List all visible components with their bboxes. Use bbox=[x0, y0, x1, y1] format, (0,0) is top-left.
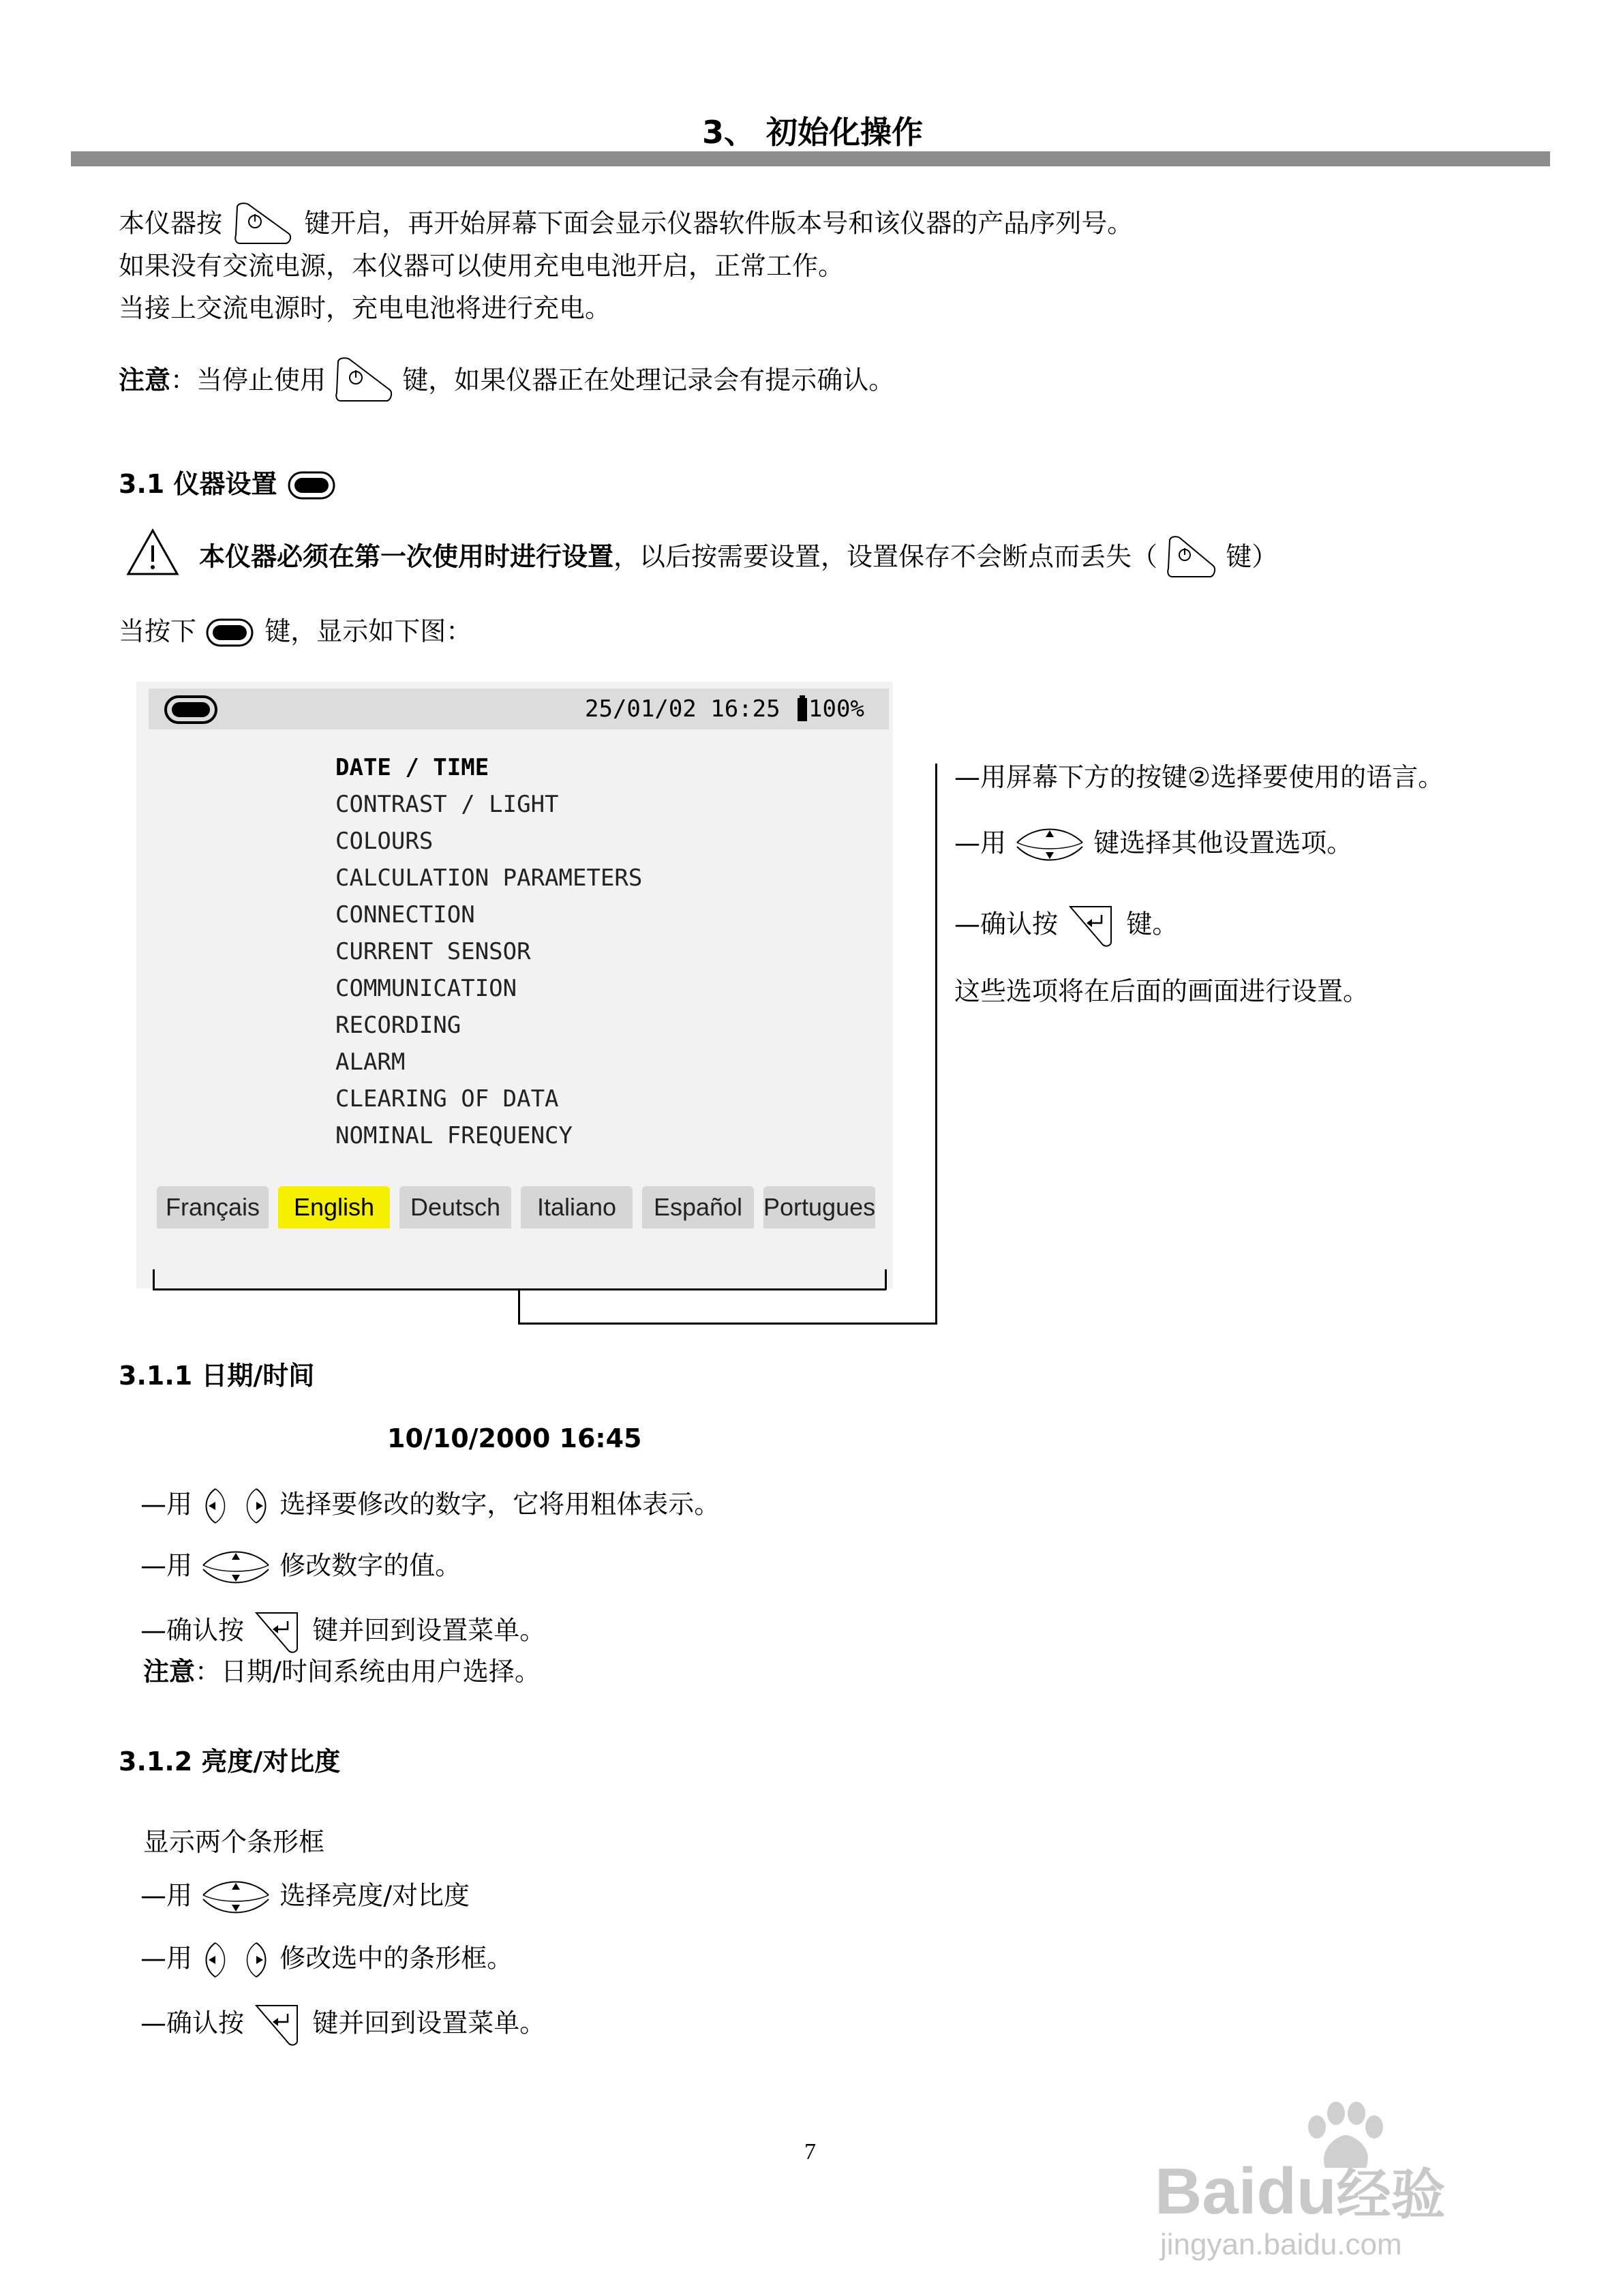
warning-icon bbox=[125, 528, 180, 579]
bracket-left bbox=[153, 1269, 155, 1290]
connector-bottom bbox=[518, 1323, 937, 1325]
lang-tab-deutsch[interactable]: Deutsch bbox=[399, 1186, 511, 1228]
intro-line-1: 本仪器按 键开启，再开始屏幕下面会显示仪器软件版本号和该仪器的产品序列号。 bbox=[119, 201, 1133, 249]
left-right-key-icon bbox=[200, 1937, 271, 1982]
power-key-icon bbox=[1166, 534, 1217, 582]
up-down-key-icon bbox=[200, 1875, 271, 1920]
enter-key-icon bbox=[1066, 901, 1118, 950]
device-setup-screen bbox=[136, 682, 893, 1288]
bracket-stem bbox=[518, 1288, 520, 1324]
side-note-2: —用 键选择其他设置选项。 bbox=[954, 822, 1352, 867]
section-3-1-1-heading: 3.1.1 日期/时间 bbox=[119, 1361, 315, 1391]
lang-tab-francais[interactable]: Français bbox=[157, 1186, 269, 1228]
watermark-brand-2: du bbox=[1256, 2155, 1337, 2228]
battery-level: 100% bbox=[808, 695, 864, 723]
date-note: 注意：日期/时间系统由用户选择。 bbox=[143, 1657, 541, 1687]
lang-tab-italiano[interactable]: Italiano bbox=[521, 1186, 633, 1228]
datetime-example: 10/10/2000 16:45 bbox=[387, 1423, 642, 1453]
contrast-line-0: 显示两个条形框 bbox=[143, 1827, 325, 1857]
enter-key-icon bbox=[252, 1607, 304, 1657]
power-key-icon bbox=[334, 354, 394, 409]
menu-item-calculation-parameters[interactable]: CALCULATION PARAMETERS bbox=[335, 864, 643, 892]
intro-note: 注意：当停止使用 键，如果仪器正在处理记录会有提示确认。 bbox=[119, 354, 894, 409]
lang-tab-espanol[interactable]: Español bbox=[642, 1186, 754, 1228]
contrast-line-2: —用 修改选中的条形框。 bbox=[140, 1937, 513, 1982]
intro-line-2: 如果没有交流电源，本仪器可以使用充电电池开启，正常工作。 bbox=[119, 251, 845, 281]
connector-vertical bbox=[935, 764, 937, 1325]
lang-tab-portugues[interactable]: Portugues bbox=[763, 1186, 875, 1228]
left-right-key-icon bbox=[200, 1483, 271, 1528]
menu-item-communication[interactable]: COMMUNICATION bbox=[335, 975, 517, 1002]
up-down-key-icon bbox=[1014, 822, 1085, 867]
status-bar bbox=[149, 689, 889, 729]
watermark-brand: Bai bbox=[1155, 2155, 1257, 2228]
menu-item-contrast-light[interactable]: CONTRAST / LIGHT bbox=[335, 791, 559, 818]
baidu-watermark bbox=[1155, 2100, 1536, 2263]
watermark-url: jingyan.baidu.com bbox=[1160, 2228, 1402, 2261]
status-datetime: 25/01/02 16:25 bbox=[585, 695, 780, 723]
date-line-2: —用 修改数字的值。 bbox=[140, 1545, 461, 1590]
power-key-icon bbox=[233, 201, 293, 249]
section-3-1-heading: 3.1 仪器设置 bbox=[119, 468, 338, 504]
menu-item-clearing-of-data[interactable]: CLEARING OF DATA bbox=[335, 1085, 559, 1113]
menu-item-date-time[interactable]: DATE / TIME bbox=[335, 754, 489, 781]
menu-item-current-sensor[interactable]: CURRENT SENSOR bbox=[335, 938, 531, 965]
contrast-line-1: —用 选择亮度/对比度 bbox=[140, 1875, 470, 1920]
side-note-3: —确认按 键。 bbox=[954, 901, 1178, 950]
up-down-key-icon bbox=[200, 1545, 271, 1590]
menu-item-nominal-frequency[interactable]: NOMINAL FREQUENCY bbox=[335, 1122, 573, 1149]
page-title: 3、 初始化操作 bbox=[702, 114, 924, 151]
intro-line-3: 当接上交流电源时，充电电池将进行充电。 bbox=[119, 293, 611, 323]
menu-item-connection[interactable]: CONNECTION bbox=[335, 901, 475, 928]
side-note-4: 这些选项将在后面的画面进行设置。 bbox=[954, 976, 1369, 1006]
setup-mode-icon bbox=[164, 694, 219, 725]
page-number: 7 bbox=[804, 2139, 816, 2164]
language-bar bbox=[157, 1186, 886, 1230]
bracket-right bbox=[885, 1269, 887, 1290]
lang-tab-english[interactable]: English bbox=[278, 1186, 390, 1228]
menu-item-recording[interactable]: RECORDING bbox=[335, 1012, 461, 1039]
setup-key-icon bbox=[204, 616, 256, 651]
section-3-1-2-heading: 3.1.2 亮度/对比度 bbox=[119, 1747, 341, 1777]
side-note-1: —用屏幕下方的按键②选择要使用的语言。 bbox=[954, 762, 1444, 792]
menu-item-colours[interactable]: COLOURS bbox=[335, 828, 434, 855]
battery-icon bbox=[795, 695, 808, 723]
date-line-3: —确认按 键并回到设置菜单。 bbox=[140, 1607, 545, 1657]
note-label: 注意 bbox=[119, 365, 171, 395]
header-rule bbox=[71, 151, 1550, 166]
setup-key-icon bbox=[286, 468, 338, 504]
watermark-product: 经验 bbox=[1336, 2164, 1446, 2225]
contrast-line-3: —确认按 键并回到设置菜单。 bbox=[140, 2000, 545, 2049]
menu-item-alarm[interactable]: ALARM bbox=[335, 1048, 406, 1076]
date-line-1: —用 选择要修改的数字，它将用粗体表示。 bbox=[140, 1483, 720, 1528]
press-setup-line: 当按下 键，显示如下图： bbox=[119, 615, 472, 651]
enter-key-icon bbox=[252, 2000, 304, 2049]
warning-text: 本仪器必须在第一次使用时进行设置，以后按需要设置，设置保存不会断点而丢失（ 键） bbox=[199, 534, 1277, 582]
